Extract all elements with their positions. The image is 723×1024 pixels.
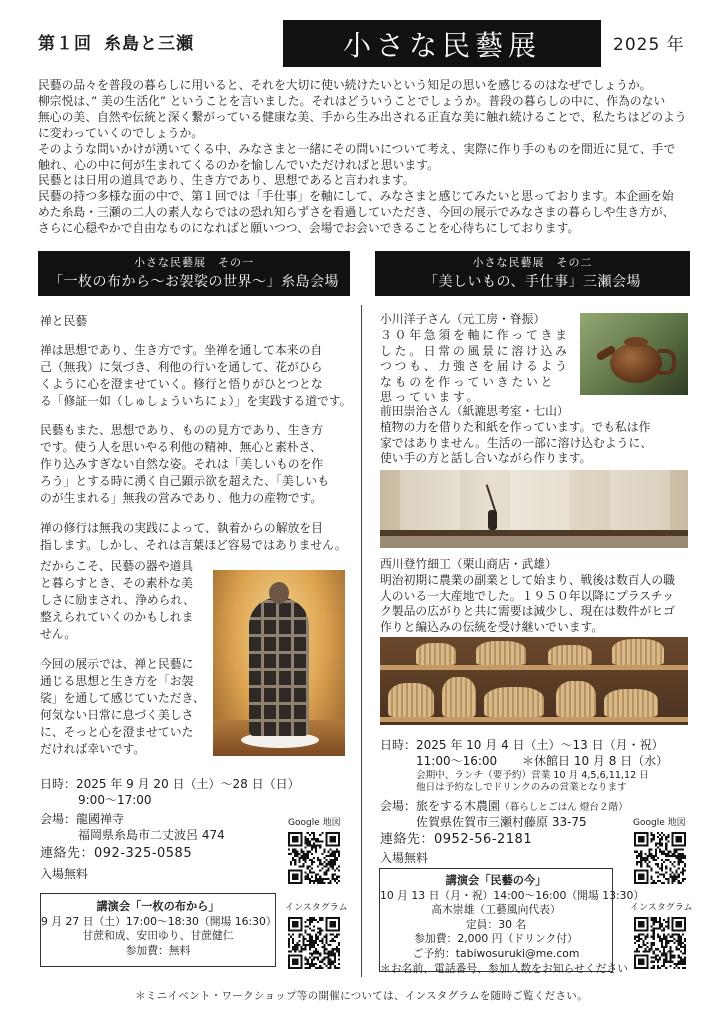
text-line: ク製品の広がりと共に需要は減少し、現在は数件がヒゴ xyxy=(380,604,675,618)
artist-name: 前田崇治さん（紙漉思考室・七山） xyxy=(380,404,569,418)
text-line: だからこそ、民藝の器や道具 xyxy=(40,559,194,573)
lecture-details xyxy=(380,888,645,977)
column-divider xyxy=(361,305,362,977)
artist-description xyxy=(380,420,652,467)
event-venue xyxy=(380,798,628,814)
text-line: だければ幸いです。 xyxy=(40,742,146,756)
lecture-line: 9 月 27 日（土）17:00～18:30（開場 16:30） xyxy=(41,914,277,928)
artist-description xyxy=(380,328,570,406)
text-line: した。日常の風景に溶け込み xyxy=(380,343,570,358)
bamboo-baskets-photo xyxy=(380,637,688,725)
artist-description xyxy=(380,573,675,635)
lecture-line: ＊お名前、電話番号、参加人数をお知らせください xyxy=(380,961,629,975)
instagram-qr-code xyxy=(288,917,340,969)
intro-paragraph xyxy=(38,78,690,237)
text-line: 禅の修行は無我の実践によって、執着からの解放を目 xyxy=(40,521,323,535)
text-line: る「修証一如（しゅしょういちにょ）」を実践する道です。 xyxy=(40,394,352,408)
event-contact: 連絡先：0952-56-2181 xyxy=(380,832,533,847)
text-line: 人のいる一大産地でした。１９５０年以降にプラスチッ xyxy=(380,588,674,603)
intro-line: めた糸島・三瀬の二人の素人ならではの恐れ知らずさを看過していただき、今回の展示でみなさまの暮らしや生き方が、 xyxy=(38,205,675,220)
instagram-qr-label: インスタグラム xyxy=(630,903,693,913)
qr-modules xyxy=(288,917,340,969)
banner-title: 「美しいもの、手仕事」三瀬会場 xyxy=(424,274,641,290)
text-line: 指します。しかし、それは言葉ほど容易ではありません。 xyxy=(40,538,347,552)
exhibition-paragraph xyxy=(40,656,212,758)
qr-pattern xyxy=(634,832,686,884)
text-line: 作りと編込みの伝統を受け継いでいます。 xyxy=(380,619,604,634)
lecture-line: 10 月 13 日（月・祝）14:00～16:00（開場 13:30） xyxy=(380,888,645,902)
photo-basket xyxy=(548,645,592,665)
lecture-box-mitsuse xyxy=(379,868,645,975)
google-map-qr-code xyxy=(288,832,340,884)
lecture-line: 参加費：無料 xyxy=(125,943,191,957)
text-line: 何気ない日常に息づく美しさ xyxy=(40,708,194,722)
photo-basket xyxy=(604,689,658,717)
text-line: ろう」とする時に湧く自己顕示欲を超えた、「美しいも xyxy=(40,474,330,488)
qr-pattern xyxy=(288,917,340,969)
event-time: 11:00～16:00 xyxy=(416,754,498,768)
intro-line: に変わっていくのでしょうか。 xyxy=(38,125,204,140)
photo-paper-panel xyxy=(510,470,570,530)
photo-basket xyxy=(556,681,596,717)
photo-basket xyxy=(442,677,476,717)
kesa-robe-photo xyxy=(213,570,345,756)
lecture-line: 高木崇雄（工藝風向代表） xyxy=(431,903,561,917)
practice-paragraph xyxy=(40,520,347,554)
photo-shelf xyxy=(380,717,688,722)
google-map-qr-code xyxy=(634,832,686,884)
photo-basket xyxy=(388,683,434,717)
intro-line: 無心の美、自然や伝統と深く繋がっている健康な美、手から生み出される正直な美に触れ続けることで、私たちはどのよう xyxy=(38,109,687,124)
photo-teapot-lid xyxy=(624,337,648,347)
text-line: 家ではありません。生活の一部に溶け込むように、 xyxy=(380,435,653,450)
lecture-details xyxy=(41,915,275,959)
text-line: のが生まれる」無我の営みであり、他力の産物です。 xyxy=(40,491,323,505)
intro-line: さらに心穏やかで自由なものになればと願いつつ、会場でお会いできることを心待ちにしております。 xyxy=(38,221,580,236)
text-line: しさに励まされ、浄められ、 xyxy=(40,593,195,607)
edition-label: 第１回 xyxy=(38,34,92,54)
lecture-title: 講演会「民藝の今」 xyxy=(445,874,547,887)
photo-kesa-robe xyxy=(249,598,309,736)
intro-line: 民藝の品々を普段の暮らしに用いると、それを大切に使い続けたいという知足の思いを感じるのはなぜでしょうか。 xyxy=(38,78,652,92)
text-line: 整えられていくのかもしれま xyxy=(40,610,194,624)
text-line: 明治初期に農業の副業として始まり、戦後は数百人の職 xyxy=(380,573,675,587)
admission-free: 入場無料 xyxy=(40,867,89,881)
qr-modules xyxy=(634,832,686,884)
venue-name: 会場：旅をする木農園 xyxy=(380,799,501,813)
photo-branch xyxy=(486,484,497,511)
artist-name: 小川洋子さん（元工房・脊振） xyxy=(380,312,546,326)
qr-modules xyxy=(634,917,686,969)
photo-teapot-handle xyxy=(658,349,676,375)
photo-basket xyxy=(612,639,664,665)
lecture-title: 講演会「一枚の布から」 xyxy=(96,900,220,913)
event-address: 佐賀県佐賀市三瀬村藤原 33-75 xyxy=(416,815,587,829)
header-subtitle: 糸島と三瀬 xyxy=(104,34,194,54)
photo-paper-panel xyxy=(610,470,670,530)
qr-modules xyxy=(288,832,340,884)
photo-vase xyxy=(488,510,497,530)
instagram-qr-label: インスタグラム xyxy=(285,903,348,913)
event-date: 日時：2025 年 9 月 20 日（土）～28 日（日） xyxy=(40,777,300,791)
text-line: に、そっと心を澄ませていた xyxy=(40,725,194,739)
tools-paragraph xyxy=(40,558,212,643)
intro-line: 民藝の持つ多様な面の中で、第１回では「手仕事」を軸にして、みなさまと感じてみたいと思っております。本企画を始 xyxy=(38,189,674,204)
closed-day: ＊休館日 10 月 8 日（水） xyxy=(522,754,669,768)
text-line: つつも、力強さを届けるよう xyxy=(380,359,570,373)
text-line: 民藝もまた、思想であり、ものの見方であり、生き方 xyxy=(40,423,324,437)
instagram-qr-code xyxy=(634,917,686,969)
event-date: 日時：2025 年 10 月 4 日（土）～13 日（月・祝） xyxy=(380,738,664,752)
banner-subtitle: 小さな民藝展 その二 xyxy=(472,256,593,269)
title-banner xyxy=(283,20,601,67)
zen-paragraph xyxy=(40,342,351,410)
text-line: 植物の力を借りた和紙を作っています。でも私は作 xyxy=(380,420,651,434)
photo-basket xyxy=(484,687,544,717)
photo-shelf xyxy=(380,665,688,670)
text-line: 作り込みすぎない自然な姿。それは「美しいものを作 xyxy=(40,457,324,471)
text-line: 思っています。 xyxy=(380,390,482,404)
intro-line: 触れ、心の中に何が生まれてくるのかを愉しんでいただければと思います。 xyxy=(38,157,439,172)
event-address: 福岡県糸島市二丈波呂 474 xyxy=(78,828,225,842)
lecture-box-itoshima xyxy=(40,893,276,967)
text-line: 使い手の方と話し合いながら作ります。 xyxy=(380,451,592,465)
map-qr-label: Google 地図 xyxy=(288,818,341,828)
intro-line: 柳宗悦は、” 美の生活化” ということを言いました。それはどういうことでしょうか。普段の暮らしの中に、作為のない xyxy=(38,93,666,108)
admission-free: 入場無料 xyxy=(380,851,429,865)
photo-basket xyxy=(416,643,456,665)
text-line: 己（無我）に気づき、利他の行いを通して、花がひら xyxy=(40,360,323,374)
teapot-photo xyxy=(580,313,688,395)
text-line: と暮らすとき、その素朴な美 xyxy=(40,576,193,590)
event-time: 9:00～17:00 xyxy=(78,793,152,807)
photo-basket xyxy=(476,641,526,665)
text-line: なものを作っていきたいと xyxy=(380,374,556,389)
text-line: せん。 xyxy=(40,627,77,641)
header-edition xyxy=(38,29,206,54)
lecture-line: 定員：30 名 xyxy=(465,917,527,931)
drink-note: 他日は予約なしでドリンクのみの営業となります xyxy=(416,782,627,793)
venue-note: （暮らしとごはん 燈台２階） xyxy=(500,802,628,813)
banner-subtitle: 小さな民藝展 その一 xyxy=(134,256,254,269)
header-year: 2025 年 xyxy=(613,35,685,55)
event-venue: 会場：龍國禅寺 xyxy=(40,812,125,826)
lecture-line: 参加費：2,000 円（ドリンク付） xyxy=(414,932,578,946)
event-contact: 連絡先：092-325-0585 xyxy=(40,846,193,861)
section-heading: 禅と民藝 xyxy=(40,314,88,328)
qr-pattern xyxy=(288,832,340,884)
text-line: ３０年急須を軸に作ってきま xyxy=(380,328,570,342)
text-line: 禅は思想であり、生き方です。坐禅を通して本来の自 xyxy=(40,343,323,357)
photo-head xyxy=(269,582,289,604)
text-line: 今回の展示では、禅と民藝に xyxy=(40,657,194,671)
text-line: 裟」を通して感じていただき、 xyxy=(40,691,205,705)
artist-name: 西川登竹細工（栗山商店・武雄） xyxy=(380,557,557,571)
mingei-paragraph xyxy=(40,422,329,507)
lunch-note: 会期中、ランチ（要予約）営業 10 月 4,5,6,11,12 日 xyxy=(416,770,649,781)
qr-pattern xyxy=(634,917,686,969)
section-banner-mitsuse xyxy=(375,251,690,296)
intro-line: 民藝とは日用の道具であり、生き方であり、思想であると言われます。 xyxy=(38,173,415,188)
text-line: です。使う人を思いやる利他の精神、無心と素朴さ、 xyxy=(40,440,322,454)
section-banner-itoshima xyxy=(38,251,350,296)
map-qr-label: Google 地図 xyxy=(633,818,686,828)
text-line: くように心を澄ませていく。修行と悟りがひとつとな xyxy=(40,377,323,391)
lecture-line: 甘蔗和成、安田ゆり、甘蔗健仁 xyxy=(82,929,234,942)
banner-title: 「一枚の布から～お袈裟の世界～」糸島会場 xyxy=(49,274,339,290)
photo-floor xyxy=(380,536,688,548)
lecture-line: ご予約：tabiwosuruki@me.com xyxy=(412,946,580,960)
footer-note: ＊ミニイベント・ワークショップ等の開催については、インスタグラムを随時ご覧ください。 xyxy=(135,990,588,1002)
photo-teapot-body xyxy=(610,343,662,383)
washi-room-photo xyxy=(380,470,688,548)
page-title: 小さな民藝展 xyxy=(342,28,541,62)
intro-line: そのような問いかけが湧いてくる中、みなさまと一緒にその問いについて考え、実際に作り手のものを間近に見て、手で xyxy=(38,141,676,156)
text-line: 通じる思想と生き方を「お袈 xyxy=(40,674,194,688)
photo-paper-panel xyxy=(400,470,460,530)
